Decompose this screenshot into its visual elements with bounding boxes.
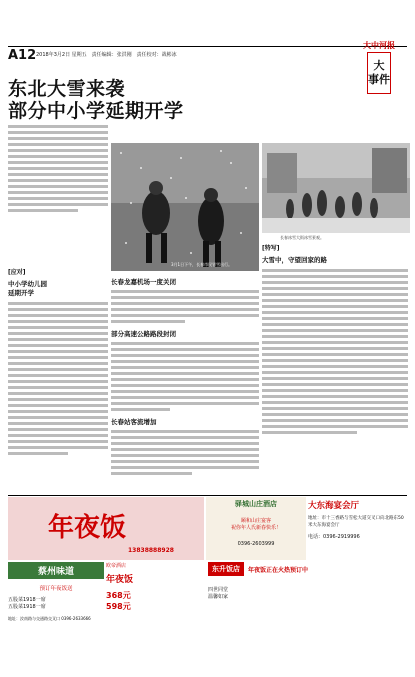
left-section-title2: 延期开学 (8, 289, 34, 297)
ad-hotel-mountain (206, 497, 306, 560)
top-rule (8, 46, 407, 47)
middle-section-title3: 长春站客流增加 (111, 418, 157, 426)
ad4-address: 地址：市十三香路与雪松大道交叉口向北路东50米大东海宴会厅 (308, 516, 404, 528)
ad-dongsheng (208, 562, 407, 662)
ad6-line2: 温馨如家 (208, 594, 229, 600)
middle-column (111, 277, 259, 478)
ad-caizhou (8, 562, 104, 662)
ad-dadonghai (308, 497, 407, 560)
left-section-tag: [应对] (8, 269, 26, 276)
ad2-line1: 五股菜1918一席 (8, 597, 46, 603)
ad2-address: 地址：汝南路与交通路交叉口 0396-2633666 (8, 616, 91, 621)
right-section-title: 大雪中，守望回家的路 (262, 256, 327, 264)
lead-text (8, 125, 108, 215)
newspaper-logo (357, 40, 401, 92)
ad4-title: 大东海宴会厅 (308, 501, 360, 511)
ads-divider (8, 495, 407, 496)
ad2-title: 蔡州味道 (8, 562, 104, 579)
ad3-title: 驿城山庄酒店 (235, 500, 277, 508)
ad6-line1: 四世同堂 (208, 587, 229, 593)
ad2-sub: 预订年夜饭送 (39, 586, 73, 592)
snow-photo-main (111, 143, 259, 271)
left-section (8, 267, 108, 458)
ad6-brand: 东升饭店 (208, 562, 244, 576)
headline (8, 78, 184, 122)
ad5-price1: 368元 (106, 591, 131, 600)
snow-photo-street (262, 143, 410, 233)
ad-new-year-dinner (8, 497, 204, 560)
ad3-phone: 0396-2603999 (237, 541, 275, 547)
ad4-phone: 电话：0396-2919996 (308, 534, 360, 540)
right-section (262, 243, 408, 437)
ad1-phone: 13838888928 (128, 547, 174, 554)
ad3-line1: 颐和山庄宴客 (240, 518, 271, 524)
headline-line1: 东北大雪来袭 (8, 78, 126, 100)
section-badge-line2: 事件 (368, 73, 390, 86)
street-scene-image (262, 143, 410, 233)
right-section-tag: [特写] (262, 245, 280, 252)
ad2-line2: 五股菜1918一席 (8, 604, 46, 610)
section-badge-line1: 大 (373, 59, 385, 72)
photo1-caption: 3月1日下午，长春市民冒雪出行。 (171, 262, 233, 267)
ad6-red: 年夜饭正在火热预订中 (248, 566, 309, 574)
left-section-title1: 中小学幼儿园 (8, 280, 47, 288)
middle-section-title2: 部分高速公路路段封闭 (111, 330, 176, 338)
headline-line2: 部分中小学延期开学 (8, 100, 184, 122)
ad5-brand: 欧帝酒店 (106, 563, 127, 569)
ad1-title: 年夜饭 (48, 513, 127, 543)
logo-brand: 大中河报 (363, 40, 395, 50)
photo2-caption: 长春冰雪大街冰雪景观。 (280, 235, 324, 240)
ad3-line2: 祝你年人氏新春快乐！ (230, 525, 281, 531)
ad-oudi-hotel (106, 562, 206, 662)
ad5-price2: 598元 (106, 602, 131, 611)
page-info: 2018年3月2日 星期五 责任编辑：张洪刚 责任校对：战彬冰 (36, 52, 177, 58)
middle-section-title1: 长春龙嘉机场一度关闭 (111, 278, 176, 286)
ad5-title: 年夜饭 (106, 575, 134, 585)
page-number: A12 (8, 48, 37, 63)
section-badge (367, 52, 391, 94)
snow-scene-image (111, 143, 259, 271)
